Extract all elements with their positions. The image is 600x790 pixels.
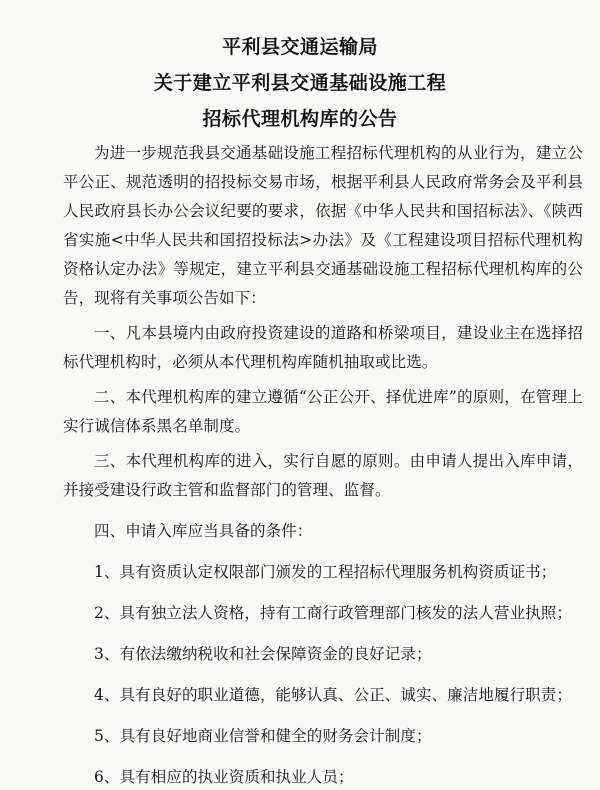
condition-item-2: 2、具有独立法人资格，持有工商行政管理部门核发的法人营业执照； bbox=[94, 604, 572, 622]
condition-item-3: 3、有依法缴纳税收和社会保障资金的良好记录； bbox=[94, 645, 432, 663]
notice-title-line-1: 关于建立平利县交通基础设施工程 bbox=[153, 72, 447, 94]
issuing-organization: 平利县交通运输局 bbox=[221, 36, 378, 58]
condition-item-5: 5、具有良好地商业信誉和健全的财务会计制度； bbox=[94, 727, 432, 745]
condition-item-6: 6、具有相应的执业资质和执业人员； bbox=[94, 768, 354, 786]
document-body bbox=[63, 139, 583, 790]
notice-title-line-2: 招标代理机构库的公告 bbox=[202, 108, 398, 130]
section-4-heading: 四、申请入库应当具备的条件： bbox=[94, 522, 313, 540]
condition-item-4: 4、具有良好的职业道德，能够认真、公正、诚实、廉洁地履行职责； bbox=[94, 686, 572, 704]
section-2-paragraph: 二、本代理机构库的建立遵循“公正公开、择优进库”的原则，在管理上实行诚信体系黑名单制度。 bbox=[63, 388, 583, 435]
document-header bbox=[0, 29, 600, 137]
section-3-paragraph: 三、本代理机构库的进入，实行自愿的原则。由申请人提出入库申请，并接受建设行政主管和监督部门的管理、监督。 bbox=[63, 452, 583, 499]
condition-item-1: 1、具有资质认定权限部门颁发的工程招标代理服务机构资质证书； bbox=[94, 563, 557, 581]
section-1-paragraph: 一、凡本县境内由政府投资建设的道路和桥梁项目，建设业主在选择招标代理机构时，必须从本代理机构库随机抽取或比选。 bbox=[63, 324, 583, 371]
intro-paragraph: 为进一步规范我县交通基础设施工程招标代理机构的从业行为，建立公平公正、规范透明的招投标交易市场，根据平利县人民政府常务会及平利县人民政府县长办公会议纪要的要求，依据《中华人民共和国招标法》、《陕西省实施<中华人民共和国招投标法>办法》及《工程建设项目招标代理机构资格认定办法》等规定，建立平利县交通基础设施工程招标代理机构库的公告，现将有关事项公告如下： bbox=[63, 144, 583, 307]
